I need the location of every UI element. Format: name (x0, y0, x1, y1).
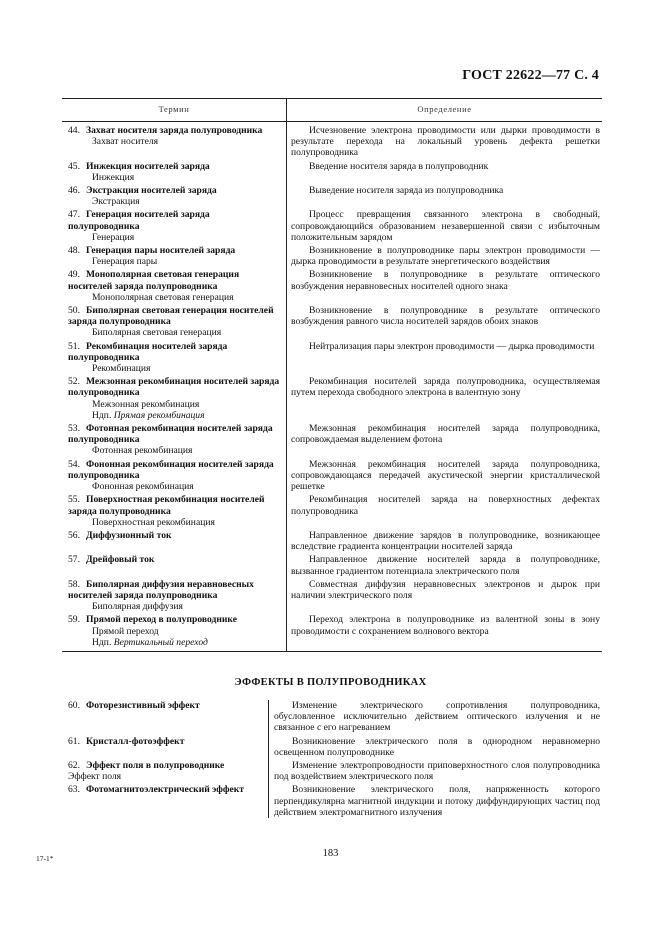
term-title: Рекомбинация носителей заряда полупроводника (68, 340, 228, 363)
term-cell (62, 341, 286, 375)
term-cell (62, 125, 286, 159)
signature-mark: 17-1* (36, 854, 54, 863)
term-cell (62, 161, 286, 183)
term-number: 58. (68, 578, 80, 590)
term-title: Поверхностная рекомбинация носителей заряда полупроводника (68, 494, 265, 517)
term-cell (62, 269, 286, 303)
term-cell (62, 185, 286, 207)
table-row (62, 183, 602, 207)
column-header-term: Термин (158, 104, 190, 114)
table-row (62, 267, 602, 303)
table-row (62, 552, 602, 576)
definition-text: Процесс превращения связанного электрона в свободный, сопровождающийся образованием незавершенной связи с избыточным положительным зарядом (291, 209, 600, 243)
page-number: 183 (322, 848, 339, 859)
term-short-form: Межзонная рекомбинация (92, 398, 200, 410)
definition-text: Межзонная рекомбинация носителей заряда полупроводника, сопровождаемая выделением фотона (291, 423, 600, 446)
definition-cell (286, 376, 602, 421)
term-title: Монополярная световая генерация носителей заряда полупроводника (68, 269, 240, 292)
table-body (62, 122, 602, 652)
table-row (62, 758, 602, 782)
term-title: Фоторезистивный эффект (86, 700, 200, 711)
definition-text: Межзонная рекомбинация носителей заряда полупроводника, сопровождающаяся передачей акустической энергии кристаллической решетке (291, 458, 600, 493)
definition-cell (286, 554, 602, 576)
ndp-label: Ндп. (92, 636, 112, 648)
term-short-form: Биполярная световая генерация (92, 327, 222, 339)
definition-text: Нейтрализация пары электрон проводимости — дырка проводимости (309, 340, 595, 352)
term-number: 53. (68, 423, 80, 435)
definition-text: Направленное движение носителей заряда в полупроводнике, вызванное градиентом потенциала электрического поля (291, 554, 600, 577)
definition-cell (286, 459, 602, 493)
definition-cell (286, 209, 602, 243)
definition-cell (286, 125, 602, 159)
table-row (62, 492, 602, 528)
term-cell (62, 459, 286, 493)
terms-table (62, 98, 602, 652)
table-row (62, 528, 602, 552)
term-number: 52. (68, 376, 80, 388)
table-row (62, 374, 602, 421)
term-number: 54. (68, 458, 80, 470)
term-cell (62, 700, 268, 734)
term-number: 57. (68, 554, 80, 566)
term-cell (62, 530, 286, 552)
definition-cell (268, 700, 602, 734)
definition-text: Введение носителя заряда в полупроводник (309, 160, 489, 172)
table-row (62, 700, 602, 734)
definition-cell (286, 269, 602, 303)
column-header-definition: Определение (417, 104, 472, 114)
term-cell (62, 494, 286, 528)
effects-table (62, 700, 602, 818)
table-row (62, 339, 602, 375)
table-row (62, 457, 602, 493)
term-short-form: Инжекция (92, 171, 135, 183)
definition-cell (286, 161, 602, 183)
definition-text: Изменение электропроводности приповерхностного слоя полупроводника под воздействием электрического поля (274, 760, 600, 783)
term-number: 56. (68, 529, 80, 541)
term-title: Фононная рекомбинация носителей заряда полупроводника (68, 458, 274, 481)
term-title: Фотомагнитоэлектрический эффект (86, 784, 245, 796)
table-row (62, 782, 602, 818)
definition-cell (286, 185, 602, 207)
term-title: Экстракция носителей заряда (86, 185, 217, 197)
term-cell (62, 614, 286, 648)
table-row (62, 122, 602, 159)
term-title: Генерация носителей заряда полупроводника (68, 209, 210, 232)
table-row (62, 421, 602, 457)
definition-text: Исчезновение электрона проводимости или дырки проводимости в результате перехода на локальный уровень дефекта решетки полупроводника (291, 125, 600, 159)
term-cell (62, 784, 268, 818)
term-title: Дрейфовый ток (86, 554, 155, 566)
term-cell (62, 760, 268, 782)
term-title: Кристалл-фотоэффект (86, 735, 185, 747)
definition-cell (286, 305, 602, 339)
definition-text: Рекомбинация носителей заряда на поверхностных дефектах полупроводника (291, 494, 600, 517)
definition-text: Изменение электрического сопротивления полупроводника, обусловленное исключительно действием оптического излучения и не связанное с его нагреванием (274, 700, 600, 734)
definition-cell (286, 530, 602, 552)
term-cell (62, 245, 286, 267)
term-number: 61. (68, 735, 80, 747)
term-cell (62, 554, 286, 576)
term-cell (62, 209, 286, 243)
ndp-term: Прямая рекомбинация (113, 409, 205, 421)
table-header (62, 98, 602, 122)
definition-text: Рекомбинация носителей заряда полупроводника, осуществляемая путем перехода свободного электрона в валентную зону (291, 376, 600, 399)
term-title: Генерация пары носителей заряда (86, 245, 236, 257)
table-row (62, 734, 602, 758)
term-short-form: Прямой переход (92, 625, 159, 637)
term-short-form: Поверхностная рекомбинация (92, 516, 215, 528)
table-row (62, 243, 602, 267)
term-title: Диффузионный ток (86, 529, 172, 541)
term-title: Фотонная рекомбинация носителей заряда полупроводника (68, 423, 273, 446)
definition-cell (286, 423, 602, 457)
definition-cell (286, 245, 602, 267)
term-short-form: Фононная рекомбинация (92, 481, 194, 493)
definition-text: Возникновение электрического поля, напряженность которого перпендикулярна магнитной индукции и потоку диффундирующих частиц под действием электромагнитного излучения (274, 784, 600, 818)
term-short-form: Рекомбинация (92, 363, 151, 375)
term-title: Межзонная рекомбинация носителей заряда полупроводника (68, 376, 280, 399)
page-header: ГОСТ 22622—77 С. 4 (462, 68, 599, 83)
definition-text: Возникновение в полупроводнике пары электрон проводимости — дырка проводимости в результате энергетического воздействия (291, 245, 600, 268)
definition-text: Выведение носителя заряда из полупроводника (309, 185, 504, 197)
definition-text: Возникновение в полупроводнике в результате оптического возбуждения неравновесных носителей одного знака (291, 269, 600, 292)
definition-text: Направленное движение зарядов в полупроводнике, возникающее вследствие градиента концентрации носителей заряда (291, 529, 600, 553)
term-number: 63. (68, 784, 80, 796)
table-row (62, 612, 602, 648)
definition-text: Возникновение электрического поля в однородном неравномерно освещенном полупроводнике (274, 735, 600, 758)
term-short-form: Захват носителя (92, 136, 159, 148)
term-number: 46. (68, 185, 80, 197)
term-cell (62, 579, 286, 613)
ndp-term: Вертикальный переход (113, 636, 208, 648)
definition-cell (268, 736, 602, 758)
effects-table-body (62, 700, 602, 818)
definition-cell (286, 614, 602, 648)
term-title: Инжекция носителей заряда (86, 160, 210, 172)
ndp-label: Ндп. (92, 409, 112, 421)
table-row (62, 207, 602, 243)
term-number: 50. (68, 305, 80, 317)
term-number: 49. (68, 269, 80, 281)
term-cell (62, 423, 286, 457)
definition-text: Возникновение в полупроводнике в результате оптического возбуждения равного числа носителей зарядов обоих знаков (291, 305, 600, 328)
term-short-form: Фотонная рекомбинация (92, 445, 193, 457)
term-short-form: Экстракция (92, 196, 140, 208)
term-title: Биполярная световая генерация носителей заряда полупроводника (68, 305, 274, 328)
term-short-form: Генерация (92, 231, 135, 243)
term-short-form: Генерация пары (92, 256, 158, 268)
term-short-form: Монополярная световая генерация (92, 291, 234, 303)
term-number: 48. (68, 245, 80, 257)
term-short-form: Биполярная диффузия (92, 601, 183, 613)
definition-cell (286, 341, 602, 375)
table-row (62, 577, 602, 613)
definition-cell (286, 579, 602, 613)
definition-cell (286, 494, 602, 528)
term-number: 60. (68, 700, 80, 711)
term-cell (62, 736, 268, 758)
term-not-allowed (68, 637, 280, 648)
term-not-allowed (68, 410, 280, 421)
definition-text: Совместная диффузия неравновесных электронов и дырок при наличии электрического поля (291, 578, 600, 601)
table-row (62, 303, 602, 339)
term-number: 45. (68, 160, 80, 172)
term-number: 55. (68, 494, 80, 506)
definition-cell (268, 760, 602, 782)
term-cell (62, 376, 286, 421)
term-cell (62, 305, 286, 339)
section-title: ЭФФЕКТЫ В ПОЛУПРОВОДНИКАХ (234, 677, 427, 688)
table-row (62, 159, 602, 183)
definition-text: Переход электрона в полупроводнике из валентной зоны в зону проводимости с сохранением волнового вектора (291, 614, 600, 637)
term-number: 47. (68, 209, 80, 221)
term-number: 51. (68, 340, 80, 352)
term-number: 44. (68, 125, 80, 136)
term-title: Эффект поля в полупроводнике (86, 760, 225, 772)
term-title: Захват носителя заряда полупроводника (86, 125, 263, 136)
term-short-form: Эффект поля (68, 771, 122, 783)
term-number: 59. (68, 614, 80, 626)
definition-cell (268, 784, 602, 818)
term-title: Прямой переход в полупроводнике (86, 614, 237, 626)
term-number: 62. (68, 760, 80, 772)
term-title: Биполярная диффузия неравновесных носителей заряда полупроводника (68, 578, 254, 601)
